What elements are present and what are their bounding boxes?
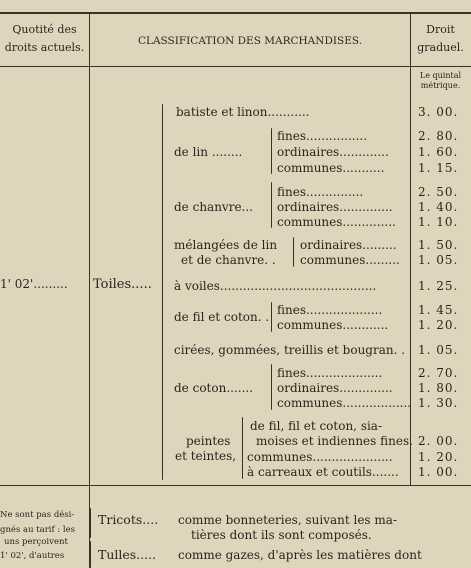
toiles-label: Toiles..... [93, 277, 152, 292]
tricots-line2: tières dont ils sont composés. [191, 528, 372, 542]
header-col3-line2: graduel. [417, 41, 464, 54]
table-row: et de chanvre. . communes......... 1. 05. [181, 253, 459, 267]
tricots-label: Tricots.... [98, 512, 159, 527]
table-row: communes.............. 1. 10. [277, 215, 459, 229]
tulles-label: Tulles..... [98, 547, 157, 562]
footer-brace-2 [90, 541, 91, 568]
header-col1-line1: Quotité des [12, 23, 77, 36]
table-row: fines................ 2. 80. [277, 129, 459, 143]
table-row: fines.................... 1. 45. [277, 303, 459, 317]
table-row: de fil, fil et coton, sia- [250, 419, 383, 433]
footer-brace-1 [90, 508, 91, 538]
table-row: communes.................. 1. 30. [277, 396, 459, 410]
footer-note-3: uns perçoivent [4, 537, 68, 547]
table-row: de coton....... ordinaires.............. 1. 80. [174, 381, 459, 395]
footer-note-1: Ne sont pas dési- [0, 510, 75, 520]
table-row: de chanvre... ordinaires.............. 1. 40. [174, 200, 459, 214]
table-row: et teintes, communes..................... 1. 20. [175, 449, 459, 464]
table-row: cirées, gommées, treillis et bougran. . 1. 05. [174, 343, 459, 357]
table-bottom-rule [0, 485, 471, 486]
footer-note-4: 1' 02', d'autres [0, 551, 65, 561]
header-bottom-rule [0, 66, 471, 67]
table-row: fines............... 2. 50. [277, 185, 459, 199]
header-col1-line2: droits actuels. [4, 41, 85, 54]
unit-line1: Le quintal [419, 71, 462, 80]
footer-note-2: gnés au tarif : les [0, 525, 76, 535]
table-row: à voiles......................................... 1. 25. [174, 279, 459, 293]
table-row: mélangées de lin ordinaires......... 1. 50. [174, 238, 459, 252]
table-row: peintes moises et indiennes fines. 2. 00. [186, 434, 459, 448]
current-rate: 1' 02'......... [0, 277, 68, 291]
header-classification: CLASSIFICATION DES MARCHANDISES. [137, 35, 363, 47]
tricots-line1: comme bonneteries, suivant les ma- [178, 513, 397, 527]
table-row: communes........... 1. 15. [277, 161, 459, 175]
table-row: de lin ........ ordinaires............. 1. 60. [174, 145, 459, 159]
header-top-rule [0, 12, 471, 14]
table-row: fines.................... 2. 70. [277, 366, 459, 380]
table-row: de fil et coton. . communes............ 1. 20. [174, 310, 459, 332]
unit-line2: métrique. [420, 81, 461, 90]
table-row: batiste et linon........... 3. 00. [176, 105, 459, 119]
header-col3-line1: Droit [426, 23, 455, 36]
table-row: à carreaux et coutils....... 1. 00. [247, 465, 459, 479]
tulles-line1: comme gazes, d'après les matières dont [178, 548, 422, 562]
